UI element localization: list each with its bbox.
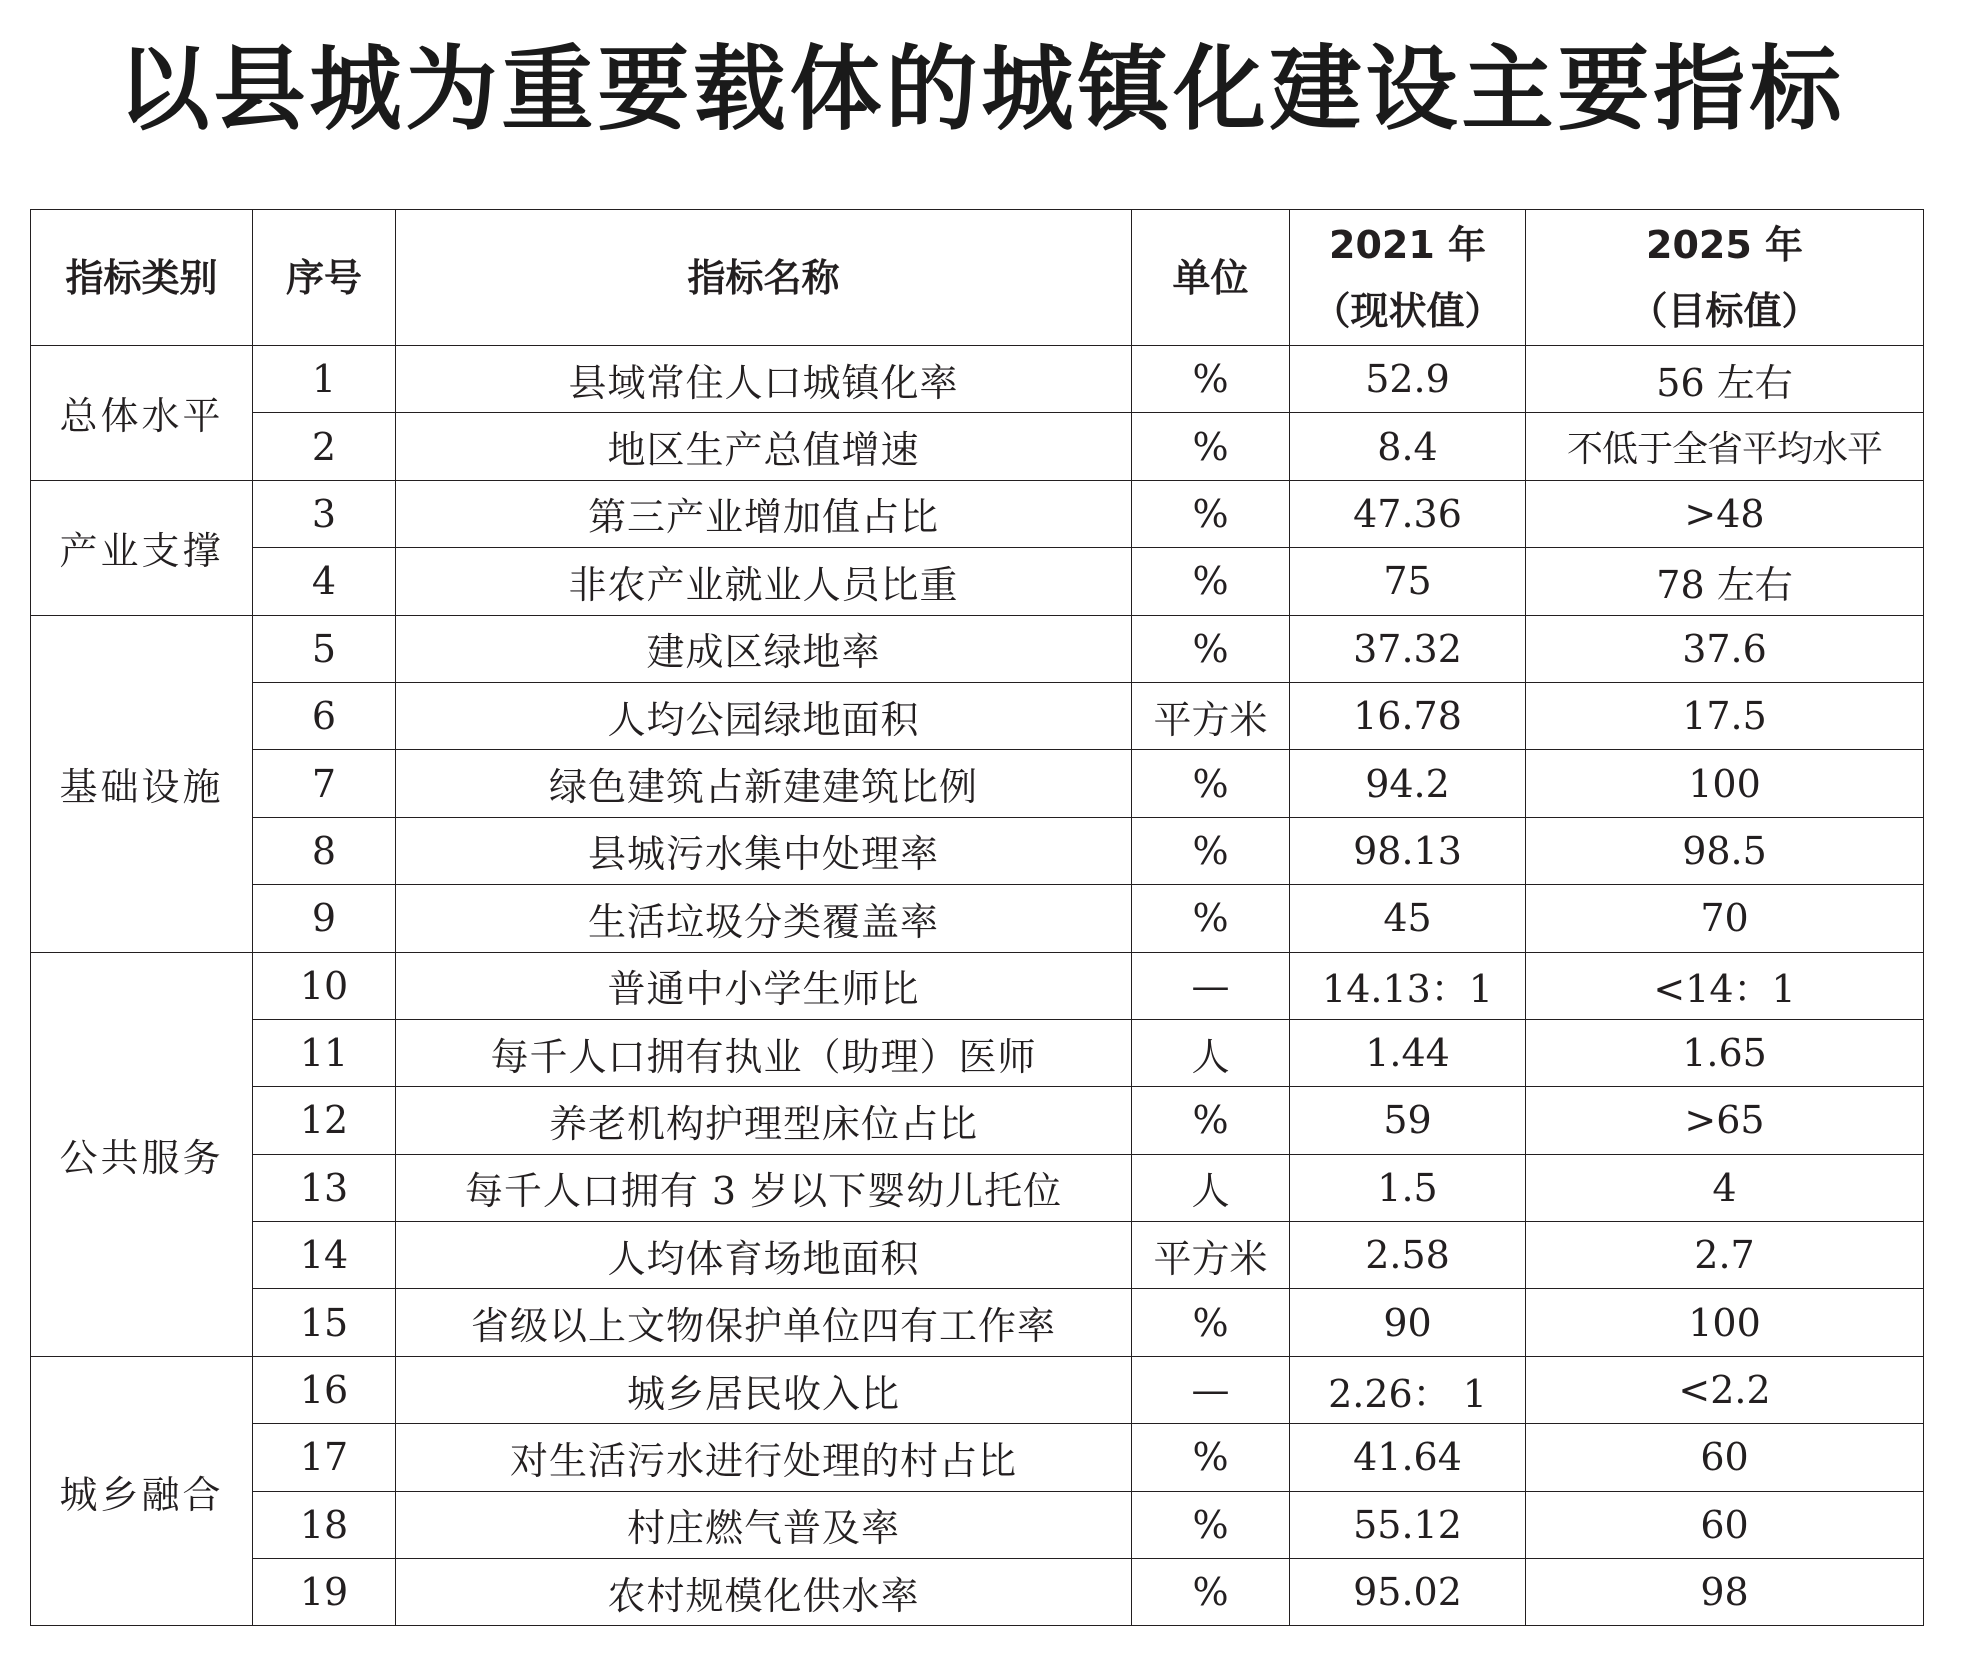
unit-cell: 人	[1132, 1019, 1290, 1086]
target-2025-cell: <2.2	[1526, 1356, 1924, 1423]
target-2025-cell: 98	[1526, 1559, 1924, 1626]
value-2021-cell: 37.32	[1290, 615, 1526, 682]
value-2021-cell: 14.13：1	[1290, 952, 1526, 1019]
seq-cell: 17	[253, 1424, 396, 1491]
value-2021-cell: 8.4	[1290, 413, 1526, 480]
value-2021-cell: 1.5	[1290, 1154, 1526, 1221]
indicator-name-cell: 县域常住人口城镇化率	[396, 346, 1132, 413]
value-2021-cell: 2.58	[1290, 1222, 1526, 1289]
value-2021-cell: 55.12	[1290, 1491, 1526, 1558]
indicator-name-cell: 省级以上文物保护单位四有工作率	[396, 1289, 1132, 1356]
seq-cell: 9	[253, 885, 396, 952]
unit-cell: 平方米	[1132, 1222, 1290, 1289]
unit-cell: %	[1132, 615, 1290, 682]
target-2025-cell: 37.6	[1526, 615, 1924, 682]
indicator-name-cell: 非农产业就业人员比重	[396, 548, 1132, 615]
target-2025-cell: 78 左右	[1526, 548, 1924, 615]
header-unit: 单位	[1132, 210, 1290, 346]
unit-cell: %	[1132, 1491, 1290, 1558]
table-row	[31, 885, 1924, 952]
indicator-name-cell: 农村规模化供水率	[396, 1559, 1132, 1626]
unit-cell: —	[1132, 952, 1290, 1019]
unit-cell: %	[1132, 817, 1290, 884]
unit-cell: %	[1132, 480, 1290, 547]
value-2021-cell: 47.36	[1290, 480, 1526, 547]
header-2025-year: 2025 年	[1646, 222, 1803, 267]
header-name: 指标名称	[396, 210, 1132, 346]
table-row	[31, 1154, 1924, 1221]
indicator-name-cell: 地区生产总值增速	[396, 413, 1132, 480]
category-cell: 基础设施	[31, 615, 253, 952]
unit-cell: %	[1132, 346, 1290, 413]
header-2021	[1290, 210, 1526, 346]
target-2025-cell: 100	[1526, 1289, 1924, 1356]
table-row	[31, 1491, 1924, 1558]
seq-cell: 15	[253, 1289, 396, 1356]
category-cell: 产业支撑	[31, 480, 253, 615]
unit-cell: 人	[1132, 1154, 1290, 1221]
seq-cell: 13	[253, 1154, 396, 1221]
unit-cell: %	[1132, 750, 1290, 817]
target-2025-cell: 60	[1526, 1424, 1924, 1491]
unit-cell: 平方米	[1132, 682, 1290, 749]
seq-cell: 1	[253, 346, 396, 413]
unit-cell: %	[1132, 885, 1290, 952]
value-2021-cell: 75	[1290, 548, 1526, 615]
indicator-name-cell: 绿色建筑占新建建筑比例	[396, 750, 1132, 817]
unit-cell: —	[1132, 1356, 1290, 1423]
table-row	[31, 615, 1924, 682]
seq-cell: 7	[253, 750, 396, 817]
indicator-name-cell: 生活垃圾分类覆盖率	[396, 885, 1132, 952]
seq-cell: 6	[253, 682, 396, 749]
seq-cell: 8	[253, 817, 396, 884]
category-cell: 城乡融合	[31, 1356, 253, 1626]
unit-cell: %	[1132, 1424, 1290, 1491]
target-2025-cell: 60	[1526, 1491, 1924, 1558]
table-header-row	[31, 210, 1924, 346]
unit-cell: %	[1132, 413, 1290, 480]
table-row	[31, 750, 1924, 817]
target-2025-cell: 不低于全省平均水平	[1526, 413, 1924, 480]
seq-cell: 14	[253, 1222, 396, 1289]
unit-cell: %	[1132, 1087, 1290, 1154]
indicator-name-cell: 村庄燃气普及率	[396, 1491, 1132, 1558]
seq-cell: 19	[253, 1559, 396, 1626]
indicator-name-cell: 每千人口拥有执业（助理）医师	[396, 1019, 1132, 1086]
target-2025-cell: 100	[1526, 750, 1924, 817]
seq-cell: 5	[253, 615, 396, 682]
value-2021-cell: 94.2	[1290, 750, 1526, 817]
indicator-name-cell: 城乡居民收入比	[396, 1356, 1132, 1423]
header-2021-note: （现状值）	[1312, 288, 1503, 333]
target-2025-cell: 98.5	[1526, 817, 1924, 884]
unit-cell: %	[1132, 1559, 1290, 1626]
category-cell: 总体水平	[31, 346, 253, 481]
target-2025-cell: >48	[1526, 480, 1924, 547]
table-row	[31, 1222, 1924, 1289]
table-row	[31, 1356, 1924, 1423]
value-2021-cell: 98.13	[1290, 817, 1526, 884]
value-2021-cell: 95.02	[1290, 1559, 1526, 1626]
indicators-table	[30, 209, 1924, 1626]
header-seq: 序号	[253, 210, 396, 346]
indicator-name-cell: 每千人口拥有 3 岁以下婴幼儿托位	[396, 1154, 1132, 1221]
seq-cell: 12	[253, 1087, 396, 1154]
indicator-name-cell: 第三产业增加值占比	[396, 480, 1132, 547]
indicator-name-cell: 人均公园绿地面积	[396, 682, 1132, 749]
table-row	[31, 1019, 1924, 1086]
target-2025-cell: 70	[1526, 885, 1924, 952]
indicator-name-cell: 县城污水集中处理率	[396, 817, 1132, 884]
target-2025-cell: 17.5	[1526, 682, 1924, 749]
seq-cell: 16	[253, 1356, 396, 1423]
table-row	[31, 480, 1924, 547]
seq-cell: 4	[253, 548, 396, 615]
target-2025-cell: >65	[1526, 1087, 1924, 1154]
table-row	[31, 682, 1924, 749]
table-row	[31, 1289, 1924, 1356]
indicator-name-cell: 养老机构护理型床位占比	[396, 1087, 1132, 1154]
indicator-name-cell: 建成区绿地率	[396, 615, 1132, 682]
value-2021-cell: 1.44	[1290, 1019, 1526, 1086]
value-2021-cell: 59	[1290, 1087, 1526, 1154]
value-2021-cell: 45	[1290, 885, 1526, 952]
indicator-name-cell: 对生活污水进行处理的村占比	[396, 1424, 1132, 1491]
seq-cell: 2	[253, 413, 396, 480]
table-row	[31, 1087, 1924, 1154]
category-cell: 公共服务	[31, 952, 253, 1356]
target-2025-cell: 56 左右	[1526, 346, 1924, 413]
table-row	[31, 413, 1924, 480]
value-2021-cell: 16.78	[1290, 682, 1526, 749]
unit-cell: %	[1132, 1289, 1290, 1356]
value-2021-cell: 90	[1290, 1289, 1526, 1356]
seq-cell: 11	[253, 1019, 396, 1086]
table-row	[31, 1424, 1924, 1491]
seq-cell: 18	[253, 1491, 396, 1558]
seq-cell: 3	[253, 480, 396, 547]
value-2021-cell: 41.64	[1290, 1424, 1526, 1491]
table-row	[31, 346, 1924, 413]
indicator-name-cell: 普通中小学生师比	[396, 952, 1132, 1019]
header-2021-year: 2021 年	[1329, 222, 1486, 267]
value-2021-cell: 52.9	[1290, 346, 1526, 413]
indicator-name-cell: 人均体育场地面积	[396, 1222, 1132, 1289]
value-2021-cell: 2.26： 1	[1290, 1356, 1526, 1423]
header-2025	[1526, 210, 1924, 346]
table-row	[31, 1559, 1924, 1626]
page-title: 以县城为重要载体的城镇化建设主要指标	[117, 36, 1846, 143]
target-2025-cell: 4	[1526, 1154, 1924, 1221]
unit-cell: %	[1132, 548, 1290, 615]
table-row	[31, 548, 1924, 615]
table-row	[31, 817, 1924, 884]
seq-cell: 10	[253, 952, 396, 1019]
target-2025-cell: 2.7	[1526, 1222, 1924, 1289]
table-row	[31, 952, 1924, 1019]
target-2025-cell: <14：1	[1526, 952, 1924, 1019]
header-2025-note: （目标值）	[1629, 288, 1820, 333]
header-category: 指标类别	[31, 210, 253, 346]
target-2025-cell: 1.65	[1526, 1019, 1924, 1086]
